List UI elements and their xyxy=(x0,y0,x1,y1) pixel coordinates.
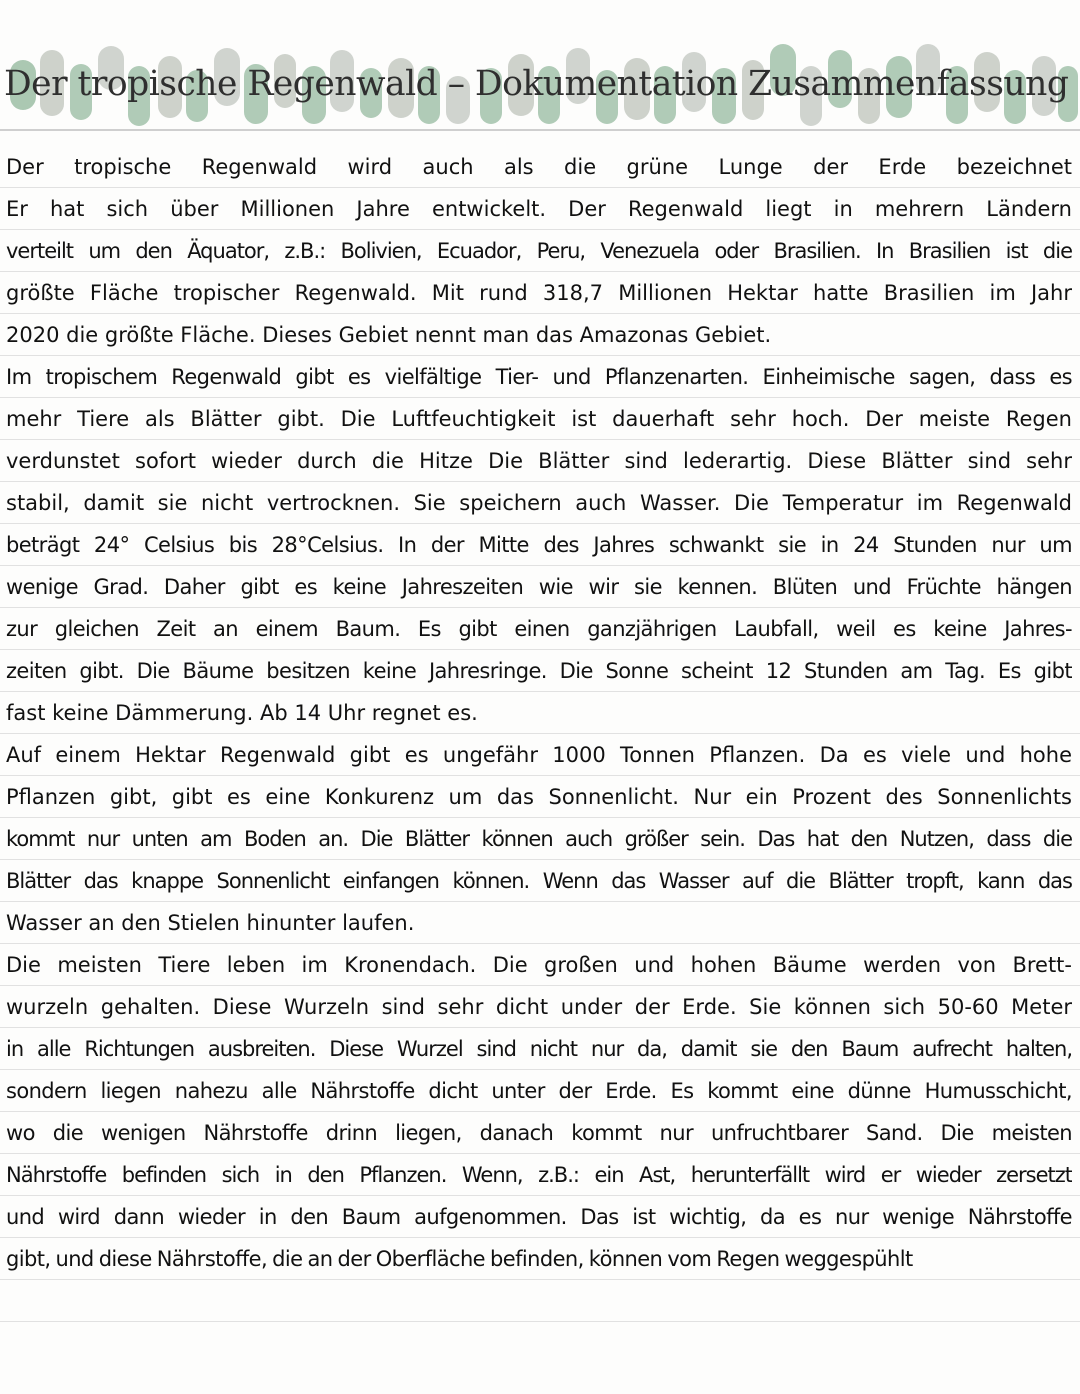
text-line: Im tropischem Regenwald gibt es vielfältige Tier- und Pflanzenarten. Einheimische sagen, dass es xyxy=(6,365,1072,389)
title-divider xyxy=(0,129,1080,131)
text-line: größte Fläche tropischer Regenwald. Mit rund 318,7 Millionen Hektar hatte Brasilien im Jahr xyxy=(6,281,1072,305)
text-line: Der tropische Regenwald wird auch als die grüne Lunge der Erde bezeichnet xyxy=(6,155,1072,179)
page-title: Der tropische Regenwald – Dokumentation Zusammenfassung xyxy=(4,64,1069,104)
text-line: sondern liegen nahezu alle Nährstoffe dicht unter der Erde. Es kommt eine dünne Humusschicht, xyxy=(6,1079,1072,1103)
text-line: Blätter das knappe Sonnenlicht einfangen können. Wenn das Wasser auf die Blätter tropft, kann das xyxy=(6,869,1072,893)
text-line: Er hat sich über Millionen Jahre entwickelt. Der Regenwald liegt in mehrern Ländern xyxy=(6,197,1072,221)
text-line: wurzeln gehalten. Diese Wurzeln sind sehr dicht under der Erde. Sie können sich 50-60 Meter xyxy=(6,995,1072,1019)
text-line: kommt nur unten am Boden an. Die Blätter können auch größer sein. Das hat den Nutzen, dass die xyxy=(6,827,1072,851)
text-line: Pflanzen gibt, gibt es eine Konkurenz um das Sonnenlicht. Nur ein Prozent des Sonnenlichts xyxy=(6,785,1072,809)
text-line: wenige Grad. Daher gibt es keine Jahreszeiten wie wir sie kennen. Blüten und Früchte hängen xyxy=(6,575,1072,599)
text-line: beträgt 24° Celsius bis 28°Celsius. In der Mitte des Jahres schwankt sie in 24 Stunden nur um xyxy=(6,533,1072,557)
text-line: in alle Richtungen ausbreiten. Diese Wurzel sind nicht nur da, damit sie den Baum aufrecht halten, xyxy=(6,1037,1072,1061)
title-banner xyxy=(0,36,1080,136)
text-line: Auf einem Hektar Regenwald gibt es ungefähr 1000 Tonnen Pflanzen. Da es viele und hohe xyxy=(6,743,1072,767)
text-line: Wasser an den Stielen hinunter laufen. xyxy=(6,911,415,935)
text-line: Nährstoffe befinden sich in den Pflanzen. Wenn, z.B.: ein Ast, herunterfällt wird er wieder zersetzt xyxy=(6,1163,1072,1187)
text-line: gibt, und diese Nährstoffe, die an der Oberfläche befinden, können vom Regen weggespühlt xyxy=(6,1247,913,1271)
text-line: stabil, damit sie nicht vertrocknen. Sie speichern auch Wasser. Die Temperatur im Regenwald xyxy=(6,491,1072,515)
text-line: und wird dann wieder in den Baum aufgenommen. Das ist wichtig, da es nur wenige Nährstoffe xyxy=(6,1205,1072,1229)
text-line: fast keine Dämmerung. Ab 14 Uhr regnet es. xyxy=(6,701,478,725)
text-line: Die meisten Tiere leben im Kronendach. Die großen und hohen Bäume werden von Brett- xyxy=(6,953,1072,977)
text-line: 2020 die größte Fläche. Dieses Gebiet nennt man das Amazonas Gebiet. xyxy=(6,323,772,347)
text-line: zeiten gibt. Die Bäume besitzen keine Jahresringe. Die Sonne scheint 12 Stunden am Tag. Es gibt xyxy=(6,659,1072,683)
text-line: wo die wenigen Nährstoffe drinn liegen, danach kommt nur unfruchtbarer Sand. Die meisten xyxy=(6,1121,1072,1145)
text-line: zur gleichen Zeit an einem Baum. Es gibt einen ganzjährigen Laubfall, weil es keine Jahres- xyxy=(6,617,1072,641)
text-line: verdunstet sofort wieder durch die Hitze Die Blätter sind lederartig. Diese Blätter sind sehr xyxy=(6,449,1072,473)
handwritten-notes xyxy=(6,146,1072,1280)
text-line: verteilt um den Äquator, z.B.: Bolivien, Ecuador, Peru, Venezuela oder Brasilien. In Brasilien ist die xyxy=(6,239,1072,263)
text-line: mehr Tiere als Blätter gibt. Die Luftfeuchtigkeit ist dauerhaft sehr hoch. Der meiste Regen xyxy=(6,407,1072,431)
